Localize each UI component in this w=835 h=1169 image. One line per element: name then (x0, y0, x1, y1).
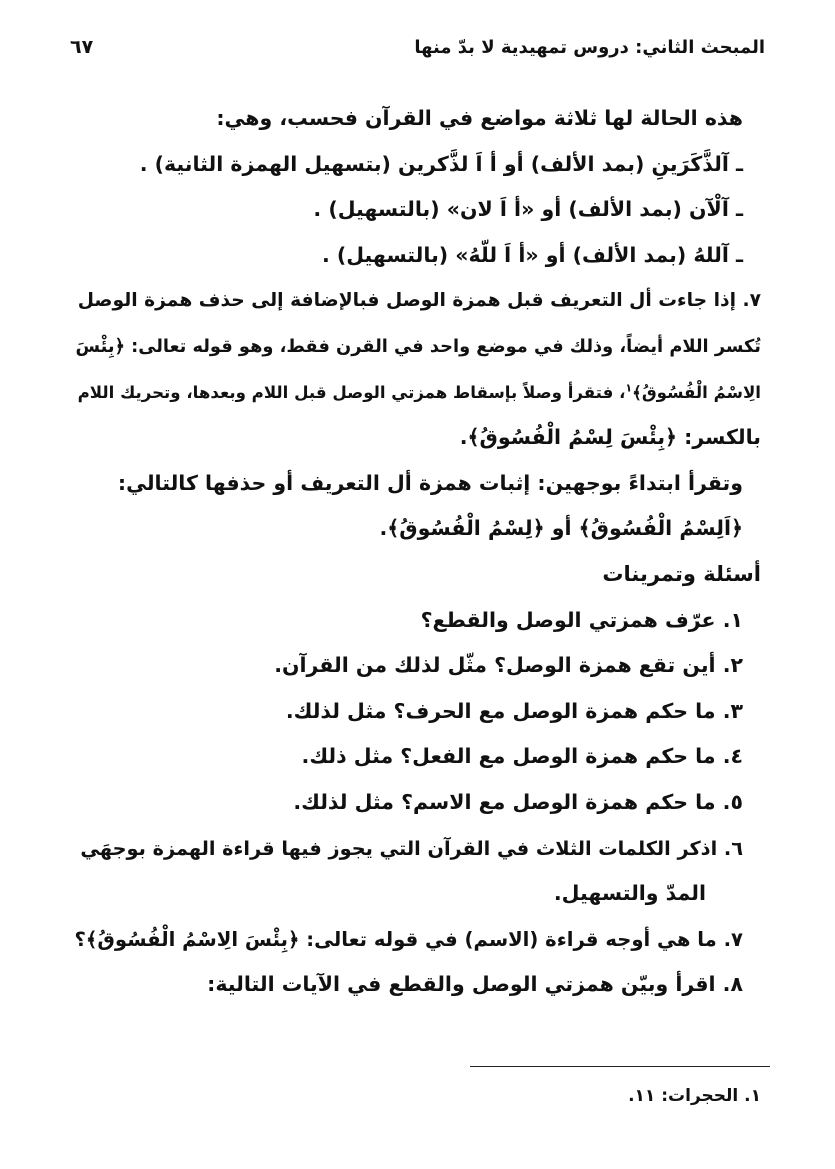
running-title: المبحث الثاني: دروس تمهيدية لا بدّ منها (414, 36, 765, 58)
footnote: ١. الحجرات: ١١. (628, 1086, 761, 1106)
page-body (72, 96, 761, 1008)
paragraph-line: ﴿اَلِسْمُ الْفُسُوقُ﴾ أو ﴿لِسْمُ الْفُسُوقُ﴾. (379, 516, 743, 541)
list-item: ـ آلْآن (بمد الألف) أو «أ اَ لان» (بالتسهيل) . (313, 197, 743, 222)
paragraph-line: ٧. إذا جاءت أل التعريف قبل همزة الوصل فبالإضافة إلى حذف همزة الوصل (77, 290, 761, 312)
quran-quote: الِاسْمُ الْفُسُوقُ﴾ (632, 382, 761, 402)
question-item: ٤. ما حكم همزة الوصل مع الفعل؟ مثل ذلك. (301, 744, 743, 769)
paragraph-line: تُكسر اللام أيضاً، وذلك في موضع واحد في القرن فقط، وهو قوله تعالى: ﴿بِئْسَ (75, 335, 761, 357)
list-item: ـ آللهُ (بمد الألف) أو «أ اَ للّهُ» (بالتسهيل) . (321, 242, 743, 267)
paragraph-text: ، فتقرأ وصلاً بإسقاط همزتي الوصل قبل اللام وبعدها، وتحريك اللام (77, 382, 626, 402)
page-number: ٦٧ (70, 36, 94, 58)
question-item: ٦. اذكر الكلمات الثلاث في القرآن التي يجوز فيها قراءة الهمزة بوجهَي (80, 836, 743, 860)
footnote-marker: ١ (625, 381, 633, 395)
intro-line: هذه الحالة لها ثلاثة مواضع في القرآن فحسب، وهي: (216, 106, 743, 130)
question-continuation: المدّ والتسهيل. (553, 881, 706, 906)
question-item: ٧. ما هي أوجه قراءة (الاسم) في قوله تعالى: ﴿بِئْسَ الِاسْمُ الْفُسُوقُ﴾؟ (74, 927, 743, 951)
paragraph-line (72, 370, 761, 416)
question-item: ٣. ما حكم همزة الوصل مع الحرف؟ مثل لذلك. (285, 698, 743, 723)
page-header (70, 30, 765, 64)
question-item: ٨. اقرأ وبيّن همزتي الوصل والقطع في الآيات التالية: (207, 972, 743, 997)
question-item: ٢. أين تقع همزة الوصل؟ مثّل لذلك من القرآن. (274, 653, 743, 678)
section-heading: أسئلة وتمرينات (602, 561, 761, 586)
question-item: ٥. ما حكم همزة الوصل مع الاسم؟ مثل لذلك. (293, 789, 743, 814)
question-item: ١. عرّف همزتي الوصل والقطع؟ (420, 607, 743, 632)
paragraph-line: بالكسر: ﴿بِئْسَ لِسْمُ الْفُسُوقُ﴾. (459, 425, 761, 450)
footnote-divider (470, 1066, 770, 1067)
paragraph-line: وتقرأ ابتداءً بوجهين: إثبات همزة أل التعريف أو حذفها كالتالي: (117, 470, 743, 495)
list-item: ـ آلذَّكَرَينِ (بمد الألف) أو أ اَ لذَّكرين (بتسهيل الهمزة الثانية) . (139, 151, 743, 176)
